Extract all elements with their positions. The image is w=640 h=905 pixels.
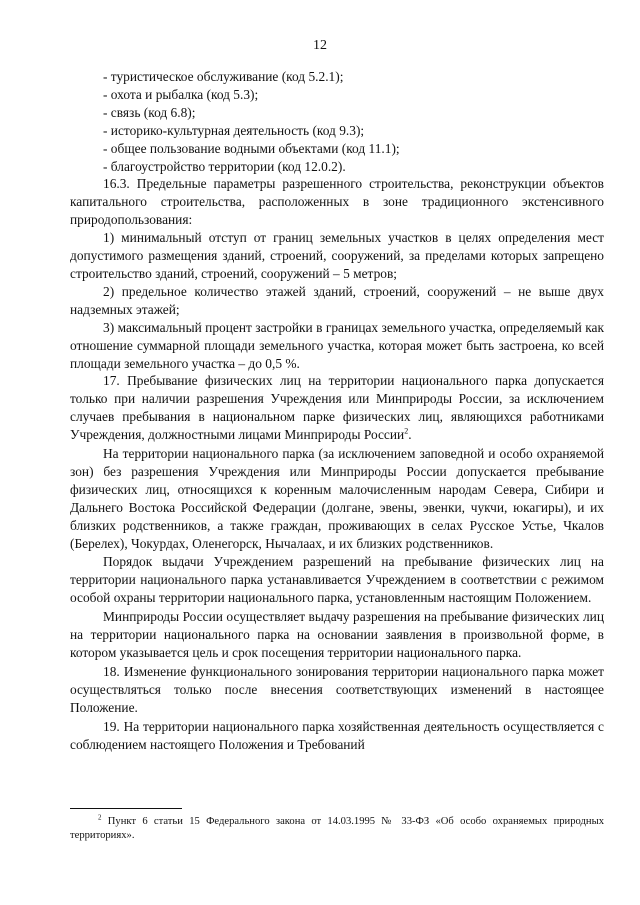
list-item: - охота и рыбалка (код 5.3); (103, 86, 259, 102)
document-body (70, 68, 604, 753)
footnote-number: 2 (98, 813, 102, 822)
list-item: - туристическое обслуживание (код 5.2.1); (103, 69, 344, 84)
paragraph-16-3-item-2: 2) предельное количество этажей зданий, строений, сооружений – не выше двух надземных этажей; (70, 283, 604, 317)
list-item: - общее пользование водными объектами (код 11.1); (103, 140, 400, 156)
paragraph-17-text: 17. Пребывание физических лиц на территории национального парка допускается только при наличии разрешения Учреждения или Минприроды России, за исключением случаев пребывания в национальном парке физических лиц, являющихся работниками Учреждения, должностными лицами Минприроды России (70, 373, 604, 443)
page-number: 12 (313, 38, 327, 53)
paragraph-16-3: 16.3. Предельные параметры разрешенного строительства, реконструкции объектов капитального строительства, расположенных в зоне традиционного экстенсивного природопользования: (70, 176, 604, 228)
paragraph-17-permit-order: Порядок выдачи Учреждением разрешений на пребывание физических лиц на территории национального парка устанавливается Учреждением в соответствии с режимом особой охраны территории национального парка, установленным настоящим Положением. (70, 554, 604, 606)
paragraph-16-3-item-1: 1) минимальный отступ от границ земельных участков в целях определения мест допустимого размещения зданий, строений, сооружений, за пределами которых запрещено строительство зданий, строений, сооружений – 5 метров; (70, 230, 604, 281)
footnote-text: Пункт 6 статьи 15 Федерального закона от 14.03.1995 № 33-ФЗ «Об особо охраняемых природных территориях». (70, 816, 604, 841)
paragraph-18: 18. Изменение функционального зонирования территории национального парка может осуществляться только после внесения соответствующих изменений в настоящее Положение. (70, 663, 604, 715)
paragraph-16-3-item-3: 3) максимальный процент застройки в границах земельного участка, определяемый как отношение суммарной площади земельного участка, которая может быть застроена, ко всей площади земельного участка – до 0,5 %. (70, 319, 604, 371)
list-item: - благоустройство территории (код 12.0.2). (103, 158, 346, 174)
paragraph-17-residents: На территории национального парка (за исключением заповедной и особо охраняемой зон) без разрешения Учреждения или Минприроды России допускается пребывание физических лиц, относящихся к коренным малочисленным народам Севера, Сибири и Дальнего Востока Российской Федерации (долгане, эвены, эвенки, чукчи, юкагиры), и их близких родственников, а также граждан, проживающих в селах Русское Устье, Чкалов (Берелех), Чокурдах, Оленегорск, Нычалаах, и их близких родственников. (70, 446, 604, 551)
paragraph-19: 19. На территории национального парка хозяйственная деятельность осуществляется с соблюдением настоящего Положения и Требований (70, 718, 604, 752)
paragraph-17: 17. Пребывание физических лиц на территории национального парка допускается только при наличии разрешения Учреждения или Минприроды России, за исключением случаев пребывания в национальном парке физических лиц, являющихся работниками Учреждения, должностными лицами Минприроды России$^2$. (70, 373, 604, 443)
footnote-reference: 2 (404, 426, 409, 436)
footnote-divider (70, 808, 182, 809)
paragraph-17-ministry-permit: Минприроды России осуществляет выдачу разрешения на пребывание физических лиц на территории национального парка на основании заявления в произвольной форме, в котором указывается цель и срок посещения территории национального парка. (70, 609, 604, 660)
list-item: - связь (код 6.8); (103, 104, 196, 120)
list-item: - историко-культурная деятельность (код 9.3); (103, 122, 365, 138)
footnote (70, 815, 604, 843)
